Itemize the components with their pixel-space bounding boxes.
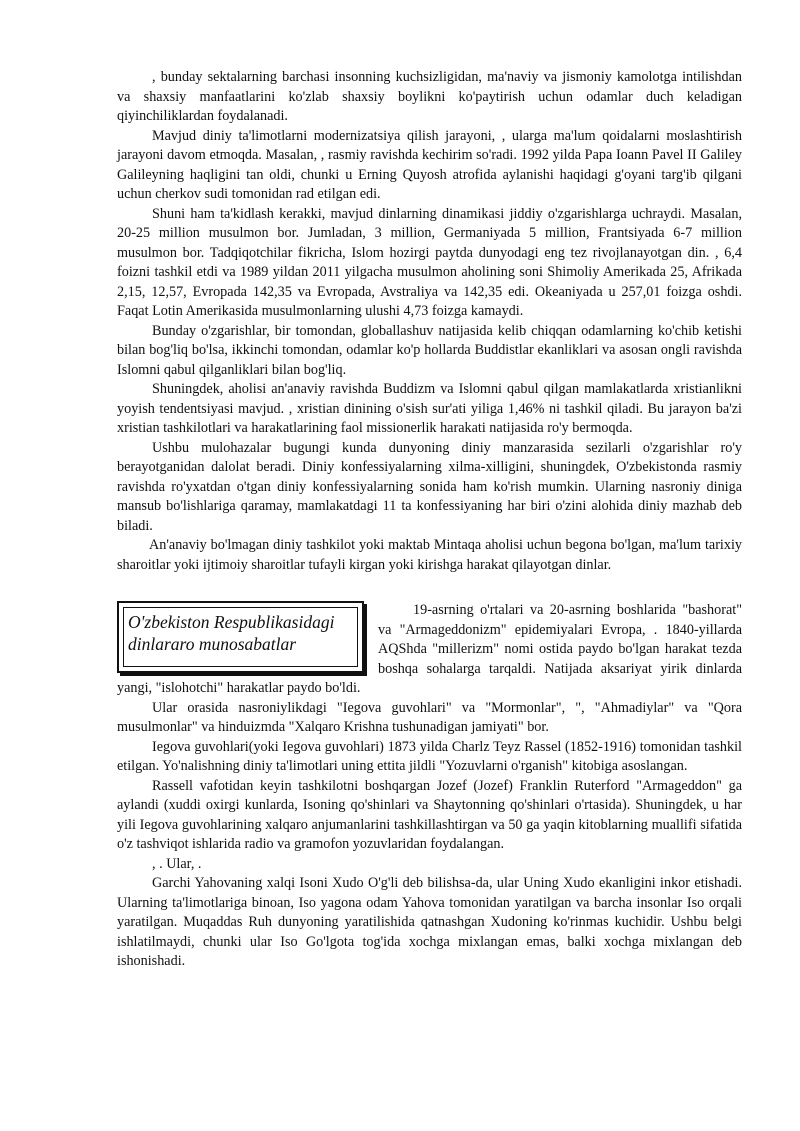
paragraph-globalization: Bunday o'zgarishlar, bir tomondan, globallashuv natijasida kelib chiqqan odamlarning ko'chib ketishi bilan bog'liq bo'lsa, ikkinchi tomondan, odamlar ko'p hollarda Buddistlar ekanliklari va asosan ongli ravishda Islomni qabul qilganliklari bilan bog'liq. bbox=[117, 322, 742, 378]
paragraph-jehovah-witnesses: Iegova guvohlari(yoki Iegova guvohlari) 1873 yilda Charlz Teyz Rassel (1852-1916) tomonidan tashkil etilgan. Yo'nalishning diniy ta'limotlari uning ettita jildli "Yozuvlarni o'rganish" kitobiga asoslangan. bbox=[117, 738, 742, 774]
section-heading bbox=[123, 607, 358, 667]
paragraph-confessions: Ushbu mulohazalar bugungi kunda dunyoning diniy manzarasida sezilarli o'zgarishlar ro'y berayotganidan dalolat beradi. Diniy konfessiyalarning xilma-xilligini, shuningdek, O'zbekistonda rasmiy ravishda ro'yxatdan o'tgan diniy konfessiyalarning sonida ham ko'rish mumkin. Ularning nasroniy diniga mansub bo'lishlariga qaramay, mamlakatdagi 11 ta konfessiyaning har biri o'zini alohida diniy mazhab deb biladi. bbox=[117, 439, 742, 534]
paragraph-christianity-spread: Shuningdek, aholisi an'anaviy ravishda Buddizm va Islomni qabul qilgan mamlakatlarda xristianlikni yoyish tendentsiyasi mavjud. , xristian dinining o'sish sur'ati yiliga 1,46% ni tashkil qiladi. Bu jarayon ba'zi xristian tashkilotlari va harakatlarining faol missionerlik harakati natijasida ro'y bermoqda. bbox=[117, 381, 742, 436]
paragraph-armageddonism: 19-asrning o'rtalari va 20-asrning boshlarida "bashorat" va "Armageddonizm" epidemiyalari Evropa, . 1840-yillarda AQShda "millerizm" nomi ostida paydo bo'lgan harakat tezda boshqa sohalarga tarqaldi. Natijada aksariyat yirik dinlarda yangi, "islohotchi" harakatlar paydo bo'ldi. bbox=[117, 602, 742, 696]
paragraph-nontraditional: An'anaviy bo'lmagan diniy tashkilot yoki maktab Mintaqa aholisi uchun begona bo'lgan, ma'lum tarixiy sharoitlar yoki ijtimoiy sharoitlar tufayli kirgan yoki kirishga harakat qilayotgan dinlar. bbox=[117, 537, 742, 573]
paragraph-dynamics: Shuni ham ta'kidlash kerakki, mavjud dinlarning dinamikasi jiddiy o'zgarishlarga uchraydi. Masalan, 20-25 million musulmon bor. Jumladan, 3 million, Germaniyada 5 million, Frantsiyada 6-7 million musulmon bor. Tadqiqotchilar fikricha, Islom hozirgi paytda dunyodagi eng tez rivojlanayotgan din. , 6,4 foizni tashkil etdi va 1989 yildan 2011 yilgacha musulmon aholining soni Shimoliy Amerikada 25, Afrikada 2,15, 12,57, Evropada 142,35 va Evropada, Avstraliya va 142,35 edi. Okeaniyada u 257,01 foizga oshdi. Faqat Lotin Amerikasida musulmonlarning ulushi 4,73 foizga kamaydi. bbox=[117, 205, 742, 319]
paragraph-beliefs: Garchi Yahovaning xalqi Isoni Xudo O'g'li deb bilishsa-da, ular Uning Xudo ekanligini inkor etishadi. Ularning ta'limotlariga binoan, Iso yagona odam Yahova tomonidan yaratilgan va barcha insonlar Iso orqali yaratilgan. Muqaddas Ruh dunyoning yaratilishida qatnashgan Xudoning ko'rinmas kuchidir. Ushbu belgi ishlatilmaydi, chunki ular Iso Go'lgota tog'ida xochga mixlangan emas, balki xochga mixlangan deb ishonishadi. bbox=[117, 875, 742, 969]
section-heading-box bbox=[117, 601, 364, 673]
section-interreligious bbox=[117, 601, 742, 972]
document-page bbox=[117, 68, 742, 972]
section-gap bbox=[117, 575, 742, 601]
paragraph-modernization: Mavjud diniy ta'limotlarni modernizatsiya qilish jarayoni, , ularga ma'lum qoidalarni moslashtirish jarayoni davom etmoqda. Masalan, , rasmiy ravishda kechirim so'radi. 1992 yilda Papa Ioann Pavel II Galiley Galileyning haqligini tan oldi, chunki u Erning Quyosh atrofida aylanishi haqidagi g'oyani targ'ib qilgani uchun cherkov sudi tomonidan rad etilgan edi. bbox=[117, 127, 742, 202]
section-heading-line-2: dinlararo munosabatlar bbox=[128, 634, 297, 654]
paragraph-rutherford: Rassell vafotidan keyin tashkilotni boshqargan Jozef (Jozef) Franklin Ruterford "Armageddon" ga aylandi (xuddi oxirgi kunlarda, Isoning qo'shinlari va Shaytonning qo'shinlari o'rtasida). Shuningdek, u har yili Iegova guvohlarining xalqaro anjumanlarini tashkillashtirgan va 50 ga yaqin kitoblarning muallifi sifatida o'z tashviqot ishlarida radio va gramofon yozuvlaridan foydalangan. bbox=[117, 777, 742, 852]
paragraph-fragment: , . Ular, . bbox=[152, 855, 202, 872]
section-heading-line-1: O'zbekiston Respublikasidagi bbox=[128, 612, 335, 632]
paragraph-movements: Ular orasida nasroniylikdagi "Iegova guvohlari" va "Mormonlar", ", "Ahmadiylar" va "Qora musulmonlar" va hinduizmda "Xalqaro Krishna tushunadigan jamiyati" bor. bbox=[117, 699, 742, 735]
paragraph-sects: , bunday sektalarning barchasi insonning kuchsizligidan, ma'naviy va jismoniy kamolotga intilishdan va shaxsiy manfaatlarini ko'zlab shaxsiy boylikni ko'paytirish uchun odamlar duch keladigan qiyinchiliklardan foydalanadi. bbox=[117, 69, 742, 124]
